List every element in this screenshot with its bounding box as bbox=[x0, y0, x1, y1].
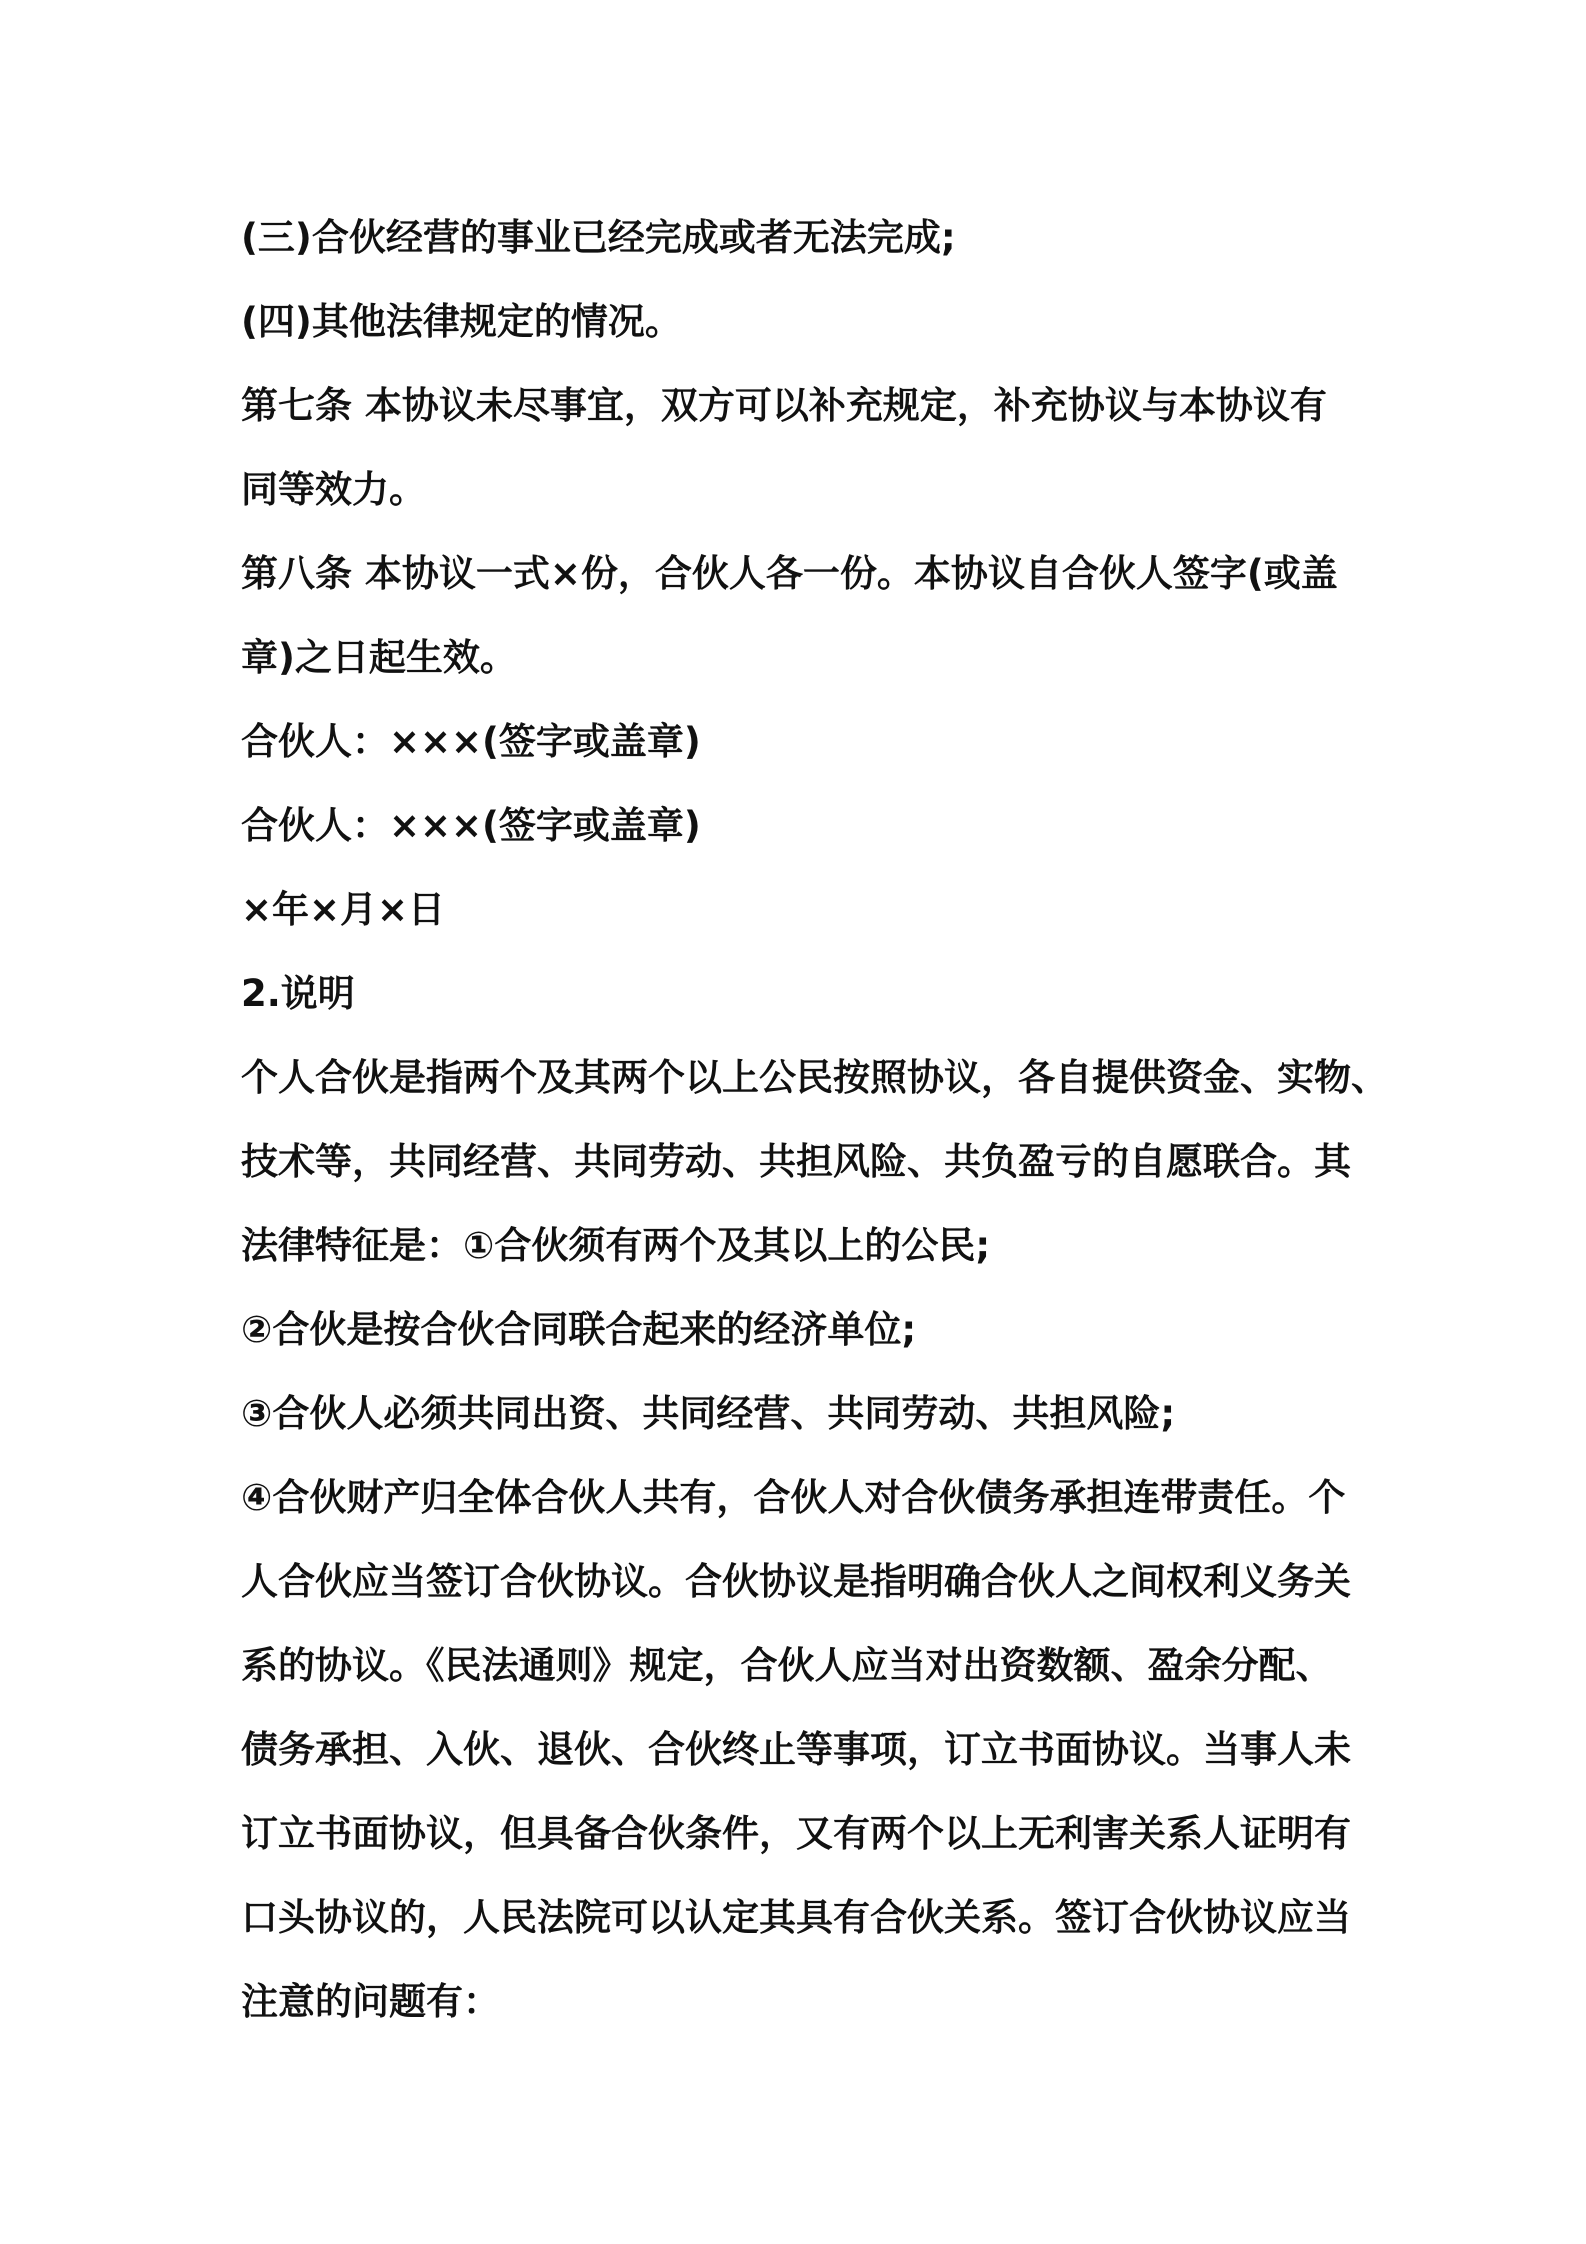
document-body bbox=[241, 196, 1388, 2044]
text-line: (四)其他法律规定的情况。 bbox=[241, 300, 682, 343]
text-line: 债务承担、入伙、退伙、合伙终止等事项，订立书面协议。当事人未 bbox=[241, 1728, 1351, 1771]
text-line: (三)合伙经营的事业已经完成或者无法完成; bbox=[241, 216, 956, 259]
text-line: ④合伙财产归全体合伙人共有，合伙人对合伙债务承担连带责任。个 bbox=[241, 1476, 1346, 1519]
text-line: 法律特征是：①合伙须有两个及其以上的公民; bbox=[241, 1224, 991, 1267]
text-line: ×年×月×日 bbox=[241, 888, 446, 931]
text-line: ②合伙是按合伙合同联合起来的经济单位; bbox=[241, 1308, 917, 1351]
text-line: 章)之日起生效。 bbox=[241, 636, 517, 679]
text-line: ③合伙人必须共同出资、共同经营、共同劳动、共担风险; bbox=[241, 1392, 1176, 1435]
text-line: 注意的问题有： bbox=[241, 1980, 500, 2023]
text-line: 第八条 本协议一式×份，合伙人各一份。本协议自合伙人签字(或盖 bbox=[241, 552, 1338, 595]
text-line: 合伙人：×××(签字或盖章) bbox=[241, 720, 701, 763]
text-line: 同等效力。 bbox=[241, 468, 426, 511]
text-line: 技术等，共同经营、共同劳动、共担风险、共负盈亏的自愿联合。其 bbox=[241, 1140, 1351, 1183]
text-line: 人合伙应当签订合伙协议。合伙协议是指明确合伙人之间权利义务关 bbox=[241, 1560, 1351, 1603]
section-heading: 2.说明 bbox=[241, 972, 355, 1015]
text-line: 第七条 本协议未尽事宜，双方可以补充规定，补充协议与本协议有 bbox=[241, 384, 1327, 427]
text-line: 合伙人：×××(签字或盖章) bbox=[241, 804, 701, 847]
text-line: 口头协议的，人民法院可以认定其具有合伙关系。签订合伙协议应当 bbox=[241, 1896, 1351, 1939]
text-line: 个人合伙是指两个及其两个以上公民按照协议，各自提供资金、实物、 bbox=[241, 1056, 1388, 1099]
text-line: 订立书面协议，但具备合伙条件，又有两个以上无利害关系人证明有 bbox=[241, 1812, 1351, 1855]
text-line: 系的协议。《民法通则》规定，合伙人应当对出资数额、盈余分配、 bbox=[241, 1644, 1333, 1687]
